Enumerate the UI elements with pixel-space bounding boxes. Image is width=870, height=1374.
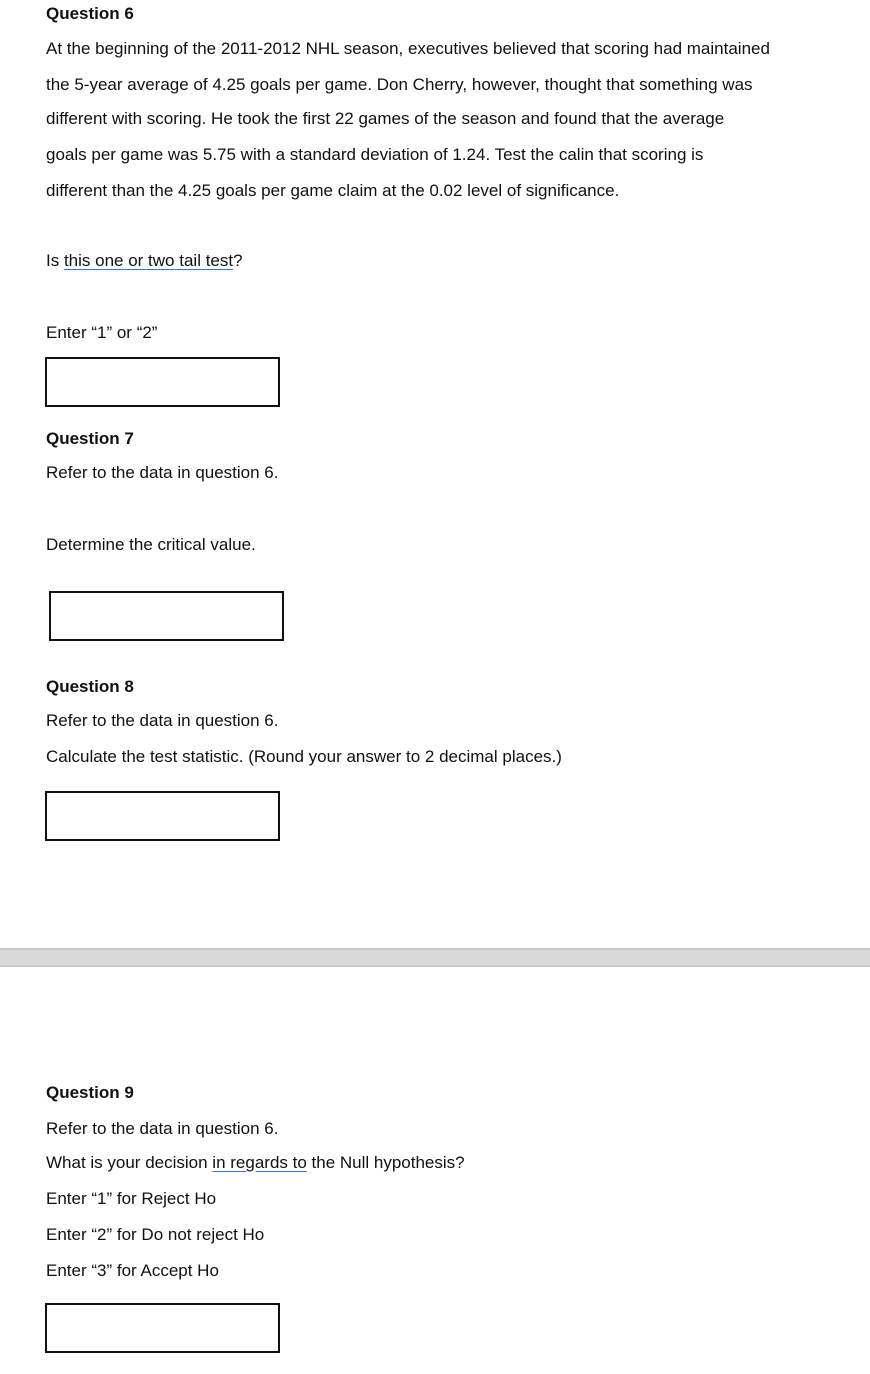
question-6-text-line: At the beginning of the 2011-2012 NHL season, executives believed that scoring had maintained bbox=[46, 39, 770, 58]
question-6-text-line: different with scoring. He took the first 22 games of the season and found that the average bbox=[46, 109, 725, 128]
question-6-text-line: different than the 4.25 goals per game claim at the 0.02 level of significance. bbox=[46, 181, 620, 200]
question-8-reference: Refer to the data in question 6. bbox=[46, 711, 279, 730]
question-7-prompt: Determine the critical value. bbox=[46, 535, 256, 554]
question-9-option: Enter “2” for Do not reject Ho bbox=[46, 1225, 265, 1244]
question-6-prompt-underlined: this one or two tail test bbox=[63, 251, 234, 270]
question-6-text-line: goals per game was 5.75 with a standard deviation of 1.24. Test the calin that scoring is bbox=[46, 145, 704, 164]
question-8-answer-input[interactable] bbox=[45, 791, 280, 841]
question-6-answer-input[interactable] bbox=[45, 357, 280, 407]
question-9-prompt bbox=[46, 1152, 465, 1174]
question-6-instruction: Enter “1” or “2” bbox=[46, 323, 158, 342]
question-9-option: Enter “1” for Reject Ho bbox=[46, 1189, 217, 1208]
question-9-prompt-suffix: the Null hypothesis? bbox=[306, 1153, 465, 1172]
question-7-heading: Question 7 bbox=[46, 429, 134, 448]
question-7-reference: Refer to the data in question 6. bbox=[46, 463, 279, 482]
question-9-heading: Question 9 bbox=[46, 1083, 134, 1102]
question-9-prompt-prefix: What is your decision bbox=[46, 1153, 213, 1172]
question-9-answer-input[interactable] bbox=[45, 1303, 280, 1353]
question-9-reference: Refer to the data in question 6. bbox=[46, 1119, 279, 1138]
question-9-option: Enter “3” for Accept Ho bbox=[46, 1261, 219, 1280]
question-8-heading: Question 8 bbox=[46, 677, 134, 696]
question-6-prompt bbox=[46, 250, 243, 272]
page-divider bbox=[0, 948, 870, 967]
question-6-prompt-prefix: Is bbox=[46, 251, 64, 270]
question-9-prompt-underlined: in regards to bbox=[212, 1153, 307, 1172]
question-8-prompt: Calculate the test statistic. (Round your answer to 2 decimal places.) bbox=[46, 747, 562, 766]
question-6-prompt-suffix: ? bbox=[233, 251, 243, 270]
question-6-text-line: the 5-year average of 4.25 goals per game. Don Cherry, however, thought that something was bbox=[46, 75, 753, 94]
question-7-answer-input[interactable] bbox=[49, 591, 284, 641]
question-6-heading: Question 6 bbox=[46, 4, 134, 23]
